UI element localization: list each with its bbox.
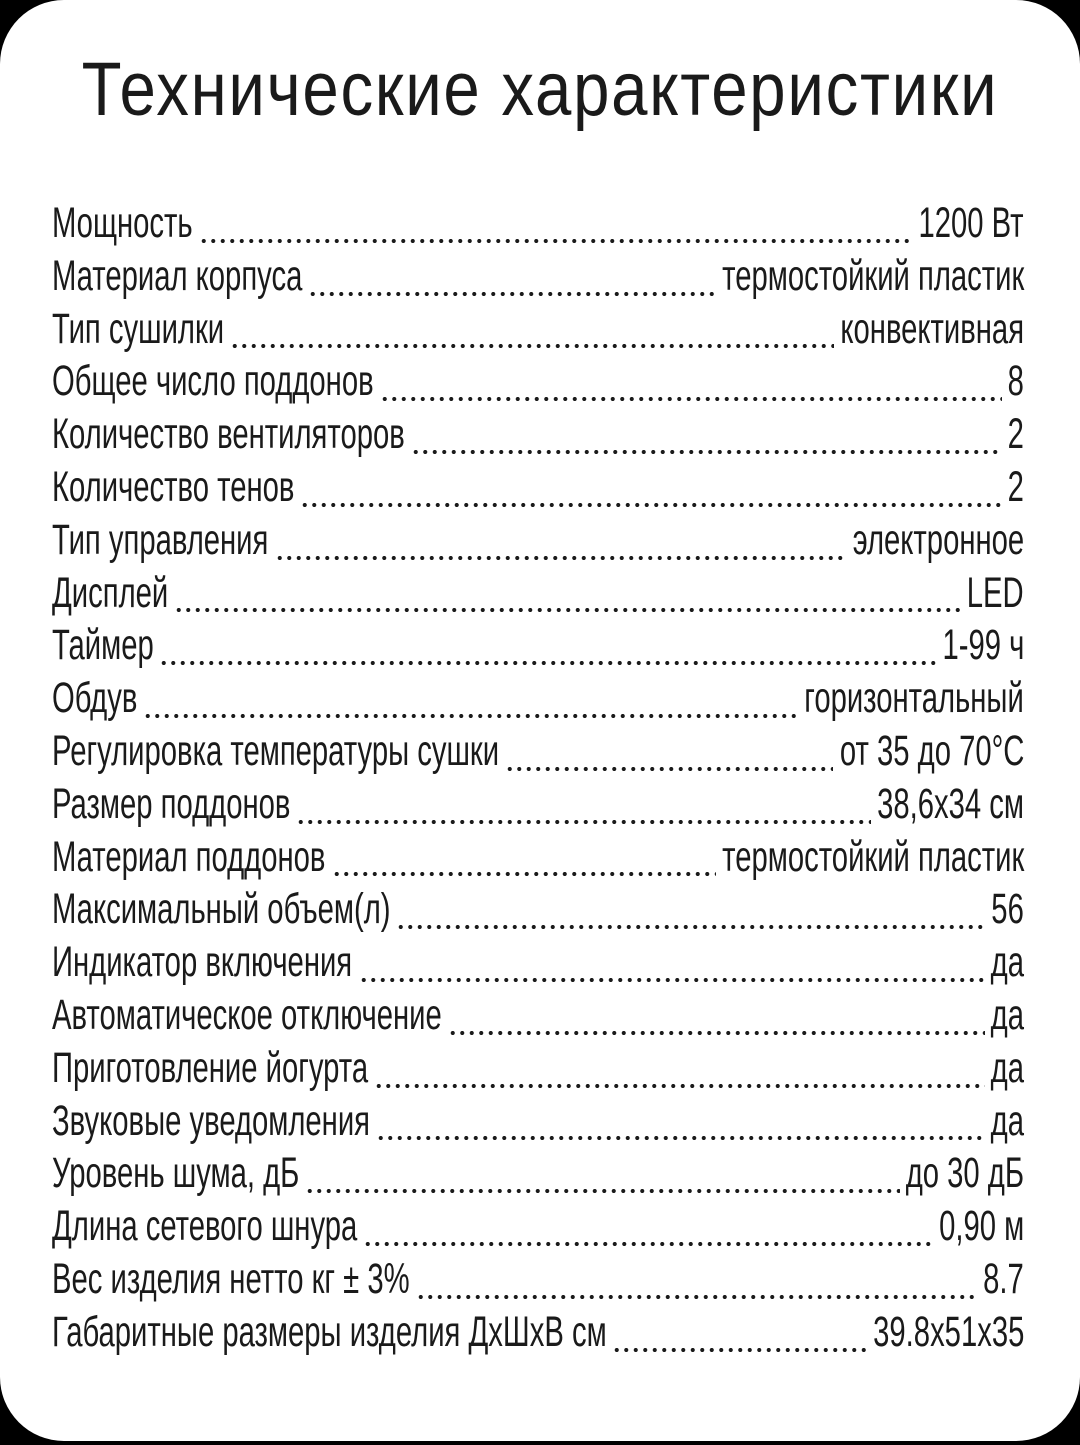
dot-leader xyxy=(296,791,871,831)
spec-row-control-type xyxy=(52,514,1024,567)
dot-leader xyxy=(308,263,715,303)
dot-leader xyxy=(230,315,834,355)
spec-value: 38,6x34 см xyxy=(877,779,1024,828)
spec-label: Длина сетевого шнура xyxy=(52,1202,358,1251)
spec-value: 8 xyxy=(1007,357,1024,406)
spec-row-net-weight xyxy=(52,1253,1024,1306)
spec-value: 0,90 м xyxy=(938,1202,1024,1251)
spec-value: да xyxy=(990,1096,1024,1145)
spec-value: 1-99 ч xyxy=(942,621,1024,670)
dot-leader xyxy=(448,1002,985,1042)
dot-leader xyxy=(380,368,1002,408)
spec-label: Количество вентиляторов xyxy=(52,410,405,459)
dot-leader xyxy=(275,527,847,567)
spec-value: да xyxy=(990,990,1024,1039)
spec-value: да xyxy=(990,1043,1024,1092)
spec-row-timer xyxy=(52,619,1024,672)
spec-row-noise-level xyxy=(52,1147,1024,1200)
spec-label: Дисплей xyxy=(52,568,169,617)
spec-label: Тип управления xyxy=(52,515,269,564)
dot-leader xyxy=(376,1107,985,1147)
dot-leader xyxy=(174,579,961,619)
spec-value: 8.7 xyxy=(983,1254,1024,1303)
spec-value: электронное xyxy=(852,515,1024,564)
spec-label: Звуковые уведомления xyxy=(52,1096,371,1145)
spec-row-display xyxy=(52,567,1024,620)
spec-row-tray-size xyxy=(52,778,1024,831)
spec-value: термостойкий пластик xyxy=(721,832,1024,881)
spec-row-airflow xyxy=(52,672,1024,725)
spec-value: термостойкий пластик xyxy=(721,251,1024,300)
spec-row-heater-count xyxy=(52,461,1024,514)
spec-label: Количество тенов xyxy=(52,462,295,511)
spec-label: Индикатор включения xyxy=(52,938,353,987)
dot-leader xyxy=(411,421,1002,461)
dot-leader xyxy=(505,738,833,778)
spec-row-sound-alerts xyxy=(52,1095,1024,1148)
spec-row-auto-shutoff xyxy=(52,989,1024,1042)
dot-leader xyxy=(159,632,935,672)
spec-value: конвективная xyxy=(840,304,1024,353)
spec-label: Приготовление йогурта xyxy=(52,1043,369,1092)
spec-value: 1200 Вт xyxy=(918,199,1024,247)
spec-value: 56 xyxy=(991,885,1024,934)
spec-row-tray-material xyxy=(52,831,1024,884)
spec-label: Максимальный объем(л) xyxy=(52,885,391,934)
spec-label: Автоматическое отключение xyxy=(52,990,442,1039)
spec-label: Материал корпуса xyxy=(52,251,303,300)
spec-row-body-material xyxy=(52,250,1024,303)
spec-row-temperature-range xyxy=(52,725,1024,778)
spec-label: Вес изделия нетто кг ± 3% xyxy=(52,1254,410,1303)
spec-row-dimensions xyxy=(52,1306,1024,1359)
spec-value: LED xyxy=(967,568,1024,617)
spec-label: Уровень шума, дБ xyxy=(52,1149,300,1198)
spec-list xyxy=(52,197,1024,1359)
page-title: Технические характеристики xyxy=(81,47,999,132)
spec-row-tray-count xyxy=(52,355,1024,408)
spec-row-dryer-type xyxy=(52,303,1024,356)
spec-row-power-indicator xyxy=(52,936,1024,989)
dot-leader xyxy=(416,1266,978,1306)
spec-value: 2 xyxy=(1007,410,1024,459)
dot-leader xyxy=(374,1055,985,1095)
spec-value: 39.8x51x35 xyxy=(872,1307,1024,1356)
spec-label: Размер поддонов xyxy=(52,779,291,828)
spec-value: горизонтальный xyxy=(804,674,1024,723)
spec-value: от 35 до 70°C xyxy=(839,726,1024,775)
dot-leader xyxy=(396,896,985,936)
spec-label: Мощность xyxy=(52,199,193,247)
spec-row-cord-length xyxy=(52,1200,1024,1253)
spec-label: Габаритные размеры изделия ДхШхВ см xyxy=(52,1307,607,1356)
spec-label: Тип сушилки xyxy=(52,304,225,353)
spec-value: 2 xyxy=(1007,462,1024,511)
spec-label: Общее число поддонов xyxy=(52,357,374,406)
spec-label: Материал поддонов xyxy=(52,832,326,881)
dot-leader xyxy=(612,1319,866,1359)
dot-leader xyxy=(305,1160,899,1200)
dot-leader xyxy=(332,843,716,883)
dot-leader xyxy=(300,474,1002,514)
spec-row-power xyxy=(52,197,1024,250)
spec-value: да xyxy=(990,938,1024,987)
dot-leader xyxy=(199,210,914,250)
dot-leader xyxy=(143,685,799,725)
spec-label: Обдув xyxy=(52,674,138,723)
spec-label: Таймер xyxy=(52,621,154,670)
spec-row-yogurt xyxy=(52,1042,1024,1095)
spec-value: до 30 дБ xyxy=(905,1149,1024,1198)
dot-leader xyxy=(359,949,985,989)
dot-leader xyxy=(363,1213,932,1253)
spec-row-fan-count xyxy=(52,408,1024,461)
spec-row-max-volume xyxy=(52,883,1024,936)
spec-label: Регулировка температуры сушки xyxy=(52,726,500,775)
